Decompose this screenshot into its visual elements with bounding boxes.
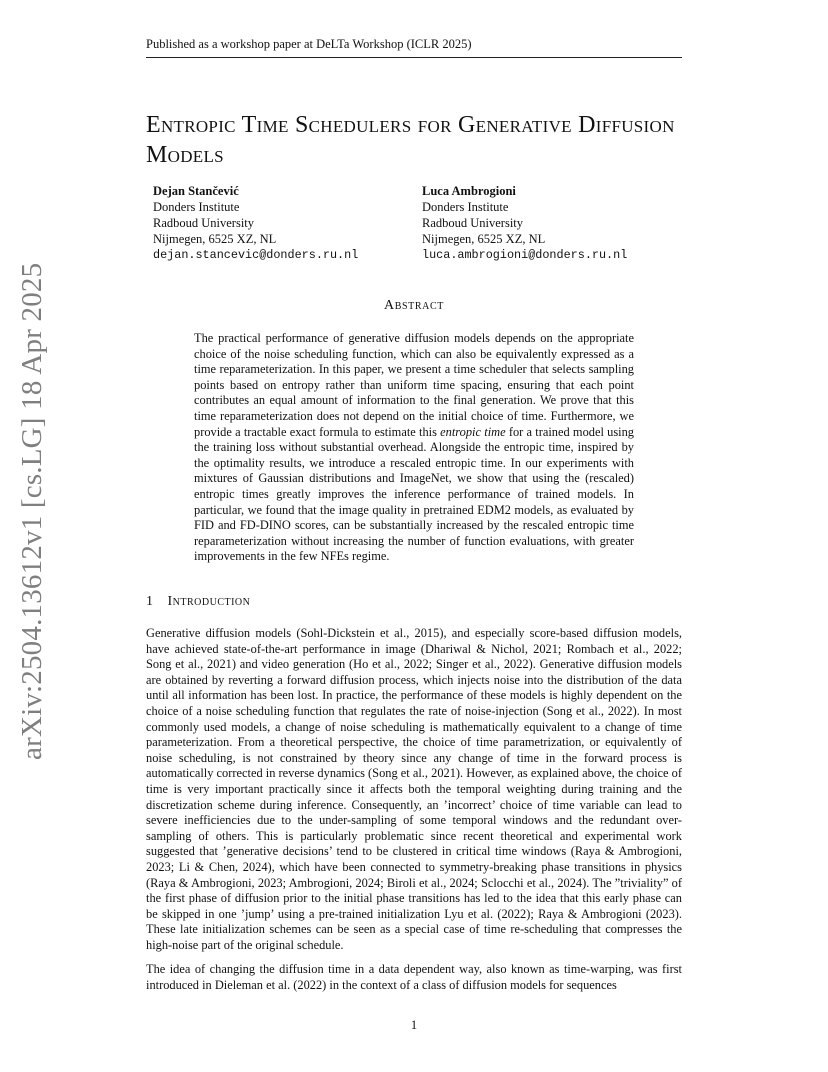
- author-address: Nijmegen, 6525 XZ, NL: [153, 232, 277, 246]
- author-affiliation: Radboud University: [422, 216, 524, 230]
- author-affiliation: Donders Institute: [422, 200, 509, 214]
- author-block-2: [422, 183, 627, 263]
- intro-paragraph-2: The idea of changing the diffusion time in a data dependent way, also known as time-warping, was first introduced in Dieleman et al. (2022) in the context of a class of diffusion models for sequences: [146, 962, 682, 992]
- paper-title: Entropic Time Schedulers for Generative Diffusion Models: [146, 112, 675, 168]
- author-name: Dejan Stančević: [153, 184, 239, 198]
- author-block-1: [153, 183, 358, 263]
- section-heading-introduction: [146, 594, 250, 610]
- section-title: Introduction: [167, 594, 251, 609]
- author-name: Luca Ambrogioni: [422, 184, 516, 198]
- abstract-text: [194, 331, 634, 565]
- running-head: Published as a workshop paper at DeLTa Workshop (ICLR 2025): [146, 37, 682, 58]
- author-affiliation: Radboud University: [153, 216, 255, 230]
- abstract-text-part: The practical performance of generative diffusion models depends on the appropriate choice of the noise scheduling function, which can also be equivalently expressed as a time reparameterization. In this paper, we present a time scheduler that selects sampling points based on entropy rather than uniform time spacing, ensuring that each point contributes an equal amount of information to the final generation. We prove that this time reparameterization does not depend on the initial choice of time. Furthermore, we provide a tractable exact formula to estimate this: [194, 331, 634, 439]
- page-number: 1: [410, 1018, 418, 1032]
- author-email: luca.ambrogioni@donders.ru.nl: [422, 248, 628, 262]
- section-number: 1: [146, 594, 154, 609]
- arxiv-stamp: arXiv:2504.13612v1 [cs.LG] 18 Apr 2025: [16, 262, 48, 760]
- author-email: dejan.stancevic@donders.ru.nl: [153, 248, 359, 262]
- intro-paragraph-1: Generative diffusion models (Sohl-Dickstein et al., 2015), and especially score-based diffusion models, have achieved state-of-the-art performance in image (Dhariwal & Nichol, 2021; Rombach et al., 2022; Song et al., 2021) and video generation (Ho et al., 2022; Singer et al., 2022). Generative diffusion models are obtained by reverting a forward diffusion process, which injects noise into the distribution of the data until all information has been lost. In practice, the performance of these models is highly dependent on the choice of a noise scheduling function that regulates the rate of noise-injection (Song et al., 2022). In most commonly used models, a change of noise scheduling is mathematically equivalent to a change of time parameterization. From a theoretical perspective, the choice of time parametrization, or equivalently of noise scheduling, is not constrained by theory since any change of time in the forward process is automatically corrected in reverse dynamics (Song et al., 2021). However, as explained above, the choice of time is very important practically since it affects both the temporal weighting during training and the discretization scheme during inference. Consequently, an ’incorrect’ choice of time variable can lead to severe inefficiencies due to the under-sampling of some temporal windows and the redundant over-sampling of others. This is particularly problematic since recent theoretical and experimental work suggested that ’generative decisions’ tend to be clustered in critical time windows (Raya & Ambrogioni, 2023; Li & Chen, 2024), which have been connected to symmetry-breaking phase transitions in physics (Raya & Ambrogioni, 2023; Ambrogioni, 2024; Biroli et al., 2024; Sclocchi et al., 2024). The ”triviality” of the first phase of diffusion prior to the initial phase transitions has led to the idea that this early phase can be skipped in one ’jump’ using a pre-trained initialization Lyu et al. (2022); Raya & Ambrogioni (2023). These late initialization schemes can be seen as a special case of time re-scheduling that compresses the high-noise part of the original schedule.: [146, 626, 682, 952]
- abstract-heading: Abstract: [384, 298, 444, 313]
- abstract-text-part: for a trained model using the training loss without substantial overhead. Alongside the entropic time, inspired by the optimality results, we introduce a rescaled entropic time. In our experiments with mixtures of Gaussian distributions and ImageNet, we show that using the (rescaled) entropic times greatly improves the inference performance of trained models. In particular, we found that the image quality in pretrained EDM2 models, as evaluated by FID and FD-DINO scores, can be substantially increased by the rescaled entropic time reparameterization without increasing the number of function evaluations, with greater improvements in the few NFEs regime.: [194, 424, 634, 564]
- abstract-emphasis: entropic time: [440, 424, 506, 439]
- author-affiliation: Donders Institute: [153, 200, 240, 214]
- author-address: Nijmegen, 6525 XZ, NL: [422, 232, 546, 246]
